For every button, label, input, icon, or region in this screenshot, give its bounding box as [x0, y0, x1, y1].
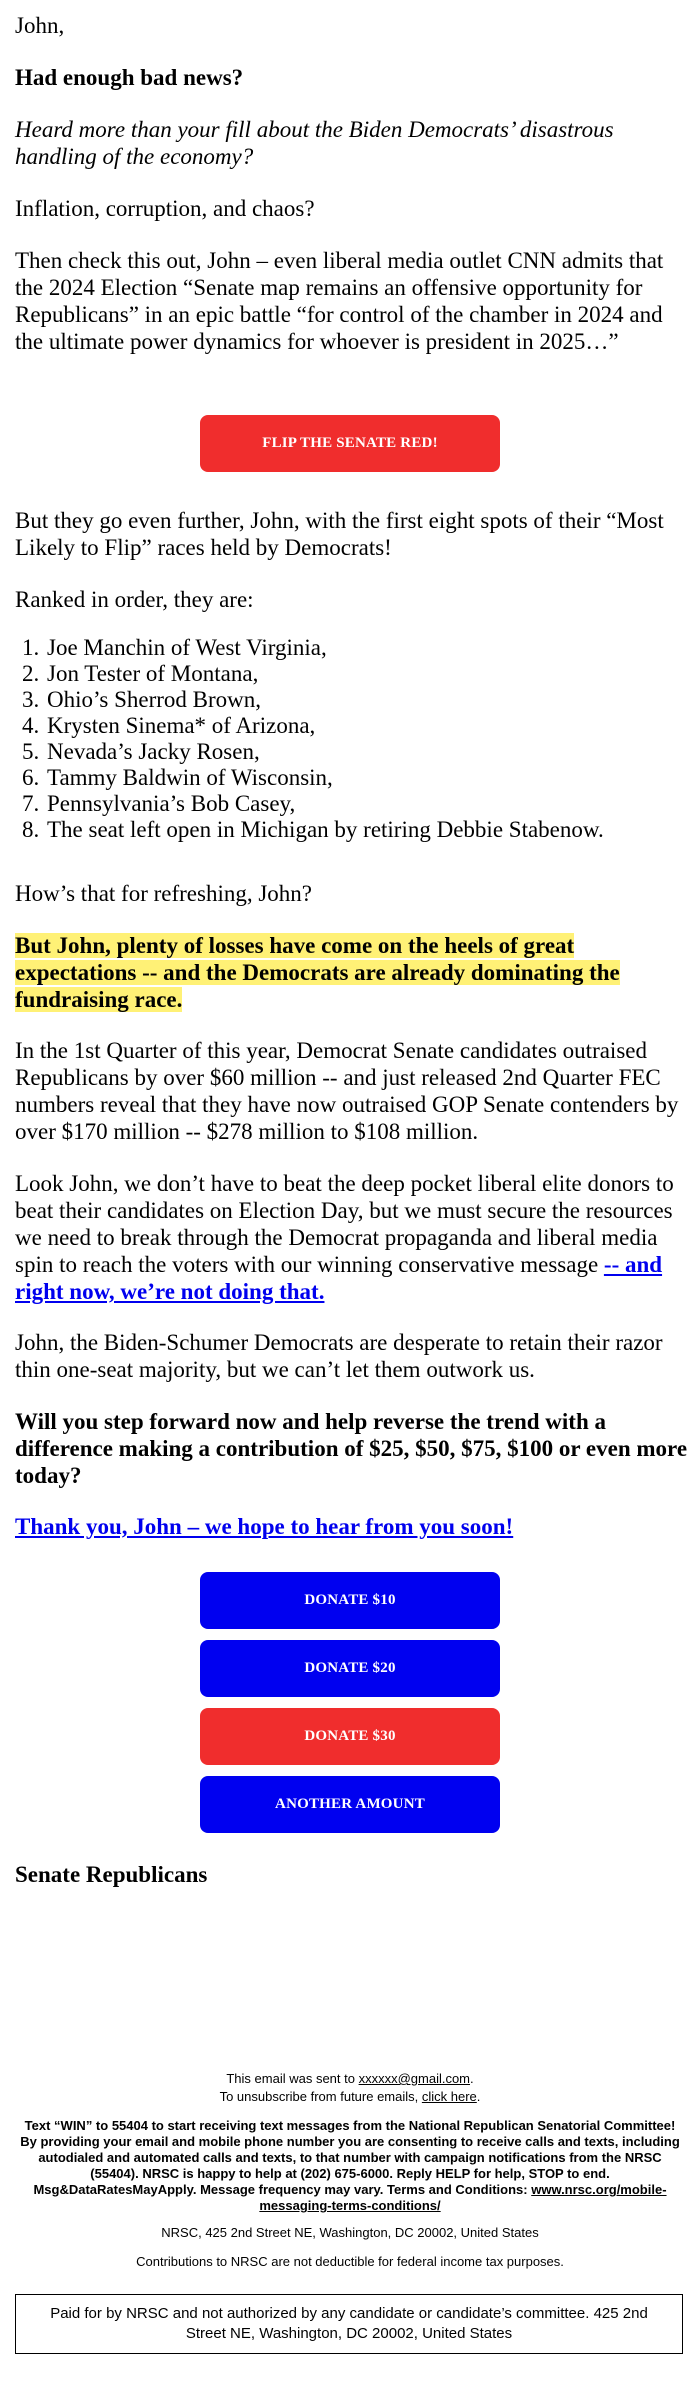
sms-terms: [20, 2118, 680, 2214]
look-text: Look John, we don’t have to beat the deep pocket liberal elite donors to beat their candidates on Election Day, but we must secure the resources we need to break through the Democrat propaganda and liberal media spin to reach the voters with our winning conservative message: [15, 1171, 674, 1277]
intro-question: Heard more than your fill about the Biden Democrats’ disastrous handling of the economy?: [15, 117, 614, 169]
another-amount-button[interactable]: ANOTHER AMOUNT: [200, 1776, 500, 1833]
ask-paragraph: Will you step forward now and help reverse the trend with a difference making a contribution of $25, $50, $75, $100 or even more today?: [15, 1409, 688, 1488]
donate-20-button[interactable]: DONATE $20: [200, 1640, 500, 1697]
look-paragraph: [15, 1170, 690, 1305]
paid-for-disclaimer: Paid for by NRSC and not authorized by any candidate or candidate’s committee. 425 2nd Street NE, Washington, DC 20002, United States: [15, 2294, 683, 2354]
refreshing-line: How’s that for refreshing, John?: [15, 881, 313, 906]
signature: Senate Republicans: [15, 1862, 208, 1887]
further-paragraph: But they go even further, John, with the first eight spots of their “Most Likely to Flip” races held by Democrats!: [15, 508, 664, 560]
sent-to-text: This email was sent to: [226, 2071, 359, 2086]
list-item: 8. The seat left open in Michigan by retiring Debbie Stabenow.: [45, 817, 700, 843]
list-item: 3. Ohio’s Sherrod Brown,: [45, 687, 700, 713]
highlighted-text: But John, plenty of losses have come on the heels of great expectations -- and the Democrats are already dominating the fundraising race.: [15, 933, 620, 1012]
unsubscribe-line: [20, 2089, 680, 2105]
schumer-paragraph: John, the Biden-Schumer Democrats are desperate to retain their razor thin one-seat majority, but we can’t let them outwork us.: [15, 1330, 663, 1382]
address-line: NRSC, 425 2nd Street NE, Washington, DC 20002, United States: [161, 2225, 539, 2240]
list-item: 4. Krysten Sinema* of Arizona,: [45, 713, 700, 739]
unsubscribe-text: To unsubscribe from future emails,: [219, 2089, 422, 2104]
sent-to-period: .: [470, 2071, 474, 2086]
highlight-paragraph: [15, 932, 690, 1013]
greeting: John,: [15, 13, 65, 38]
not-doing-that-link[interactable]: -- and right now, we’re not doing that.: [15, 1252, 663, 1304]
ranked-list: [15, 635, 700, 843]
recipient-email[interactable]: xxxxxx@gmail.com: [358, 2071, 471, 2086]
sent-to-line: [20, 2071, 680, 2087]
cnn-paragraph: Then check this out, John – even liberal media outlet CNN admits that the 2024 Election “Senate map remains an offensive opportunity for Republicans” in an epic battle “for control of the chamber in 2024 and the ultimate power dynamics for whoever is president in 2025…”: [15, 248, 664, 354]
tax-note: Contributions to NRSC are not deductible for federal income tax purposes.: [136, 2254, 564, 2269]
inflation-line: Inflation, corruption, and chaos?: [15, 196, 315, 221]
thanks-link[interactable]: Thank you, John – we hope to hear from you soon!: [15, 1514, 514, 1539]
ranked-intro: Ranked in order, they are:: [15, 587, 254, 612]
donate-10-button[interactable]: DONATE $10: [200, 1572, 500, 1629]
headline: Had enough bad news?: [15, 65, 244, 90]
unsubscribe-link[interactable]: click here: [421, 2089, 477, 2104]
list-item: 5. Nevada’s Jacky Rosen,: [45, 739, 700, 765]
quarter-paragraph: In the 1st Quarter of this year, Democrat Senate candidates outraised Republicans by over $60 million -- and just released 2nd Quarter FEC numbers reveal that they have now outraised GOP Senate contenders by over $170 million -- $278 million to $108 million.: [15, 1038, 679, 1144]
terms-link[interactable]: www.nrsc.org/mobile-messaging-terms-conditions/: [259, 2182, 667, 2213]
list-item: 6. Tammy Baldwin of Wisconsin,: [45, 765, 700, 791]
unsubscribe-period: .: [476, 2089, 481, 2104]
list-item: 1. Joe Manchin of West Virginia,: [45, 635, 700, 661]
flip-senate-button[interactable]: FLIP THE SENATE RED!: [200, 415, 500, 472]
donate-30-button[interactable]: DONATE $30: [200, 1708, 500, 1765]
thanks-line: [15, 1513, 690, 1540]
sms-text: Text “WIN” to 55404 to start receiving text messages from the National Republican Senatorial Committee! By providing your email and mobile phone number you are consenting to receive calls and texts, including autodialed and automated calls and texts, to that number with campaign notifications from the NRSC (55404). NRSC is happy to help at (202) 675-6000. Reply HELP for help, STOP to end. Msg&DataRatesMayApply. Message frequency may vary. Terms and Conditions:: [20, 2118, 680, 2197]
list-item: 7. Pennsylvania’s Bob Casey,: [45, 791, 700, 817]
list-item: 2. Jon Tester of Montana,: [45, 661, 700, 687]
